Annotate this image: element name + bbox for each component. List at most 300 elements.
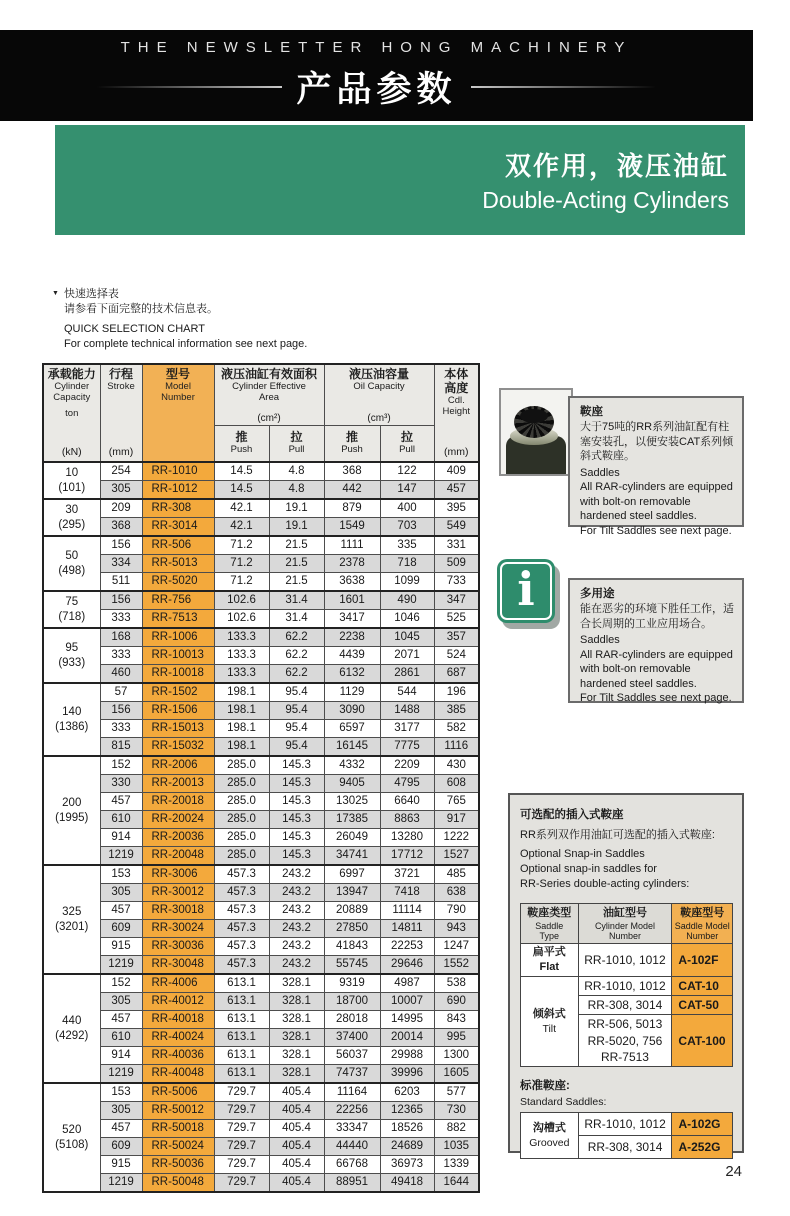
push-oil-cell: 1549 <box>324 518 380 537</box>
standard-table-body <box>521 1112 733 1158</box>
height-cell: 730 <box>434 1102 479 1120</box>
model-cell: RR-1010 <box>142 462 214 481</box>
capacity-cell: 440 (4292) <box>43 974 100 1083</box>
push-oil-cell: 1601 <box>324 591 380 610</box>
stroke-cell: 815 <box>100 738 142 757</box>
page-number: 24 <box>725 1163 742 1180</box>
spec-row <box>43 665 479 684</box>
push-area-cell: 133.3 <box>214 665 269 684</box>
push-oil-cell: 6132 <box>324 665 380 684</box>
pull-area-cell: 243.2 <box>269 902 324 920</box>
push-oil-cell: 11164 <box>324 1083 380 1102</box>
push-area-cell: 457.3 <box>214 956 269 975</box>
push-area-cell: 71.2 <box>214 536 269 555</box>
push-area-cell: 457.3 <box>214 920 269 938</box>
cylinder-model-cell: RR-308, 3014 <box>578 996 672 1015</box>
pull-oil-cell: 11114 <box>380 902 434 920</box>
subheader-oil-push: 推 Push <box>324 426 380 463</box>
pull-oil-cell: 36973 <box>380 1156 434 1174</box>
push-oil-cell: 3638 <box>324 573 380 592</box>
pull-oil-cell: 4795 <box>380 775 434 793</box>
stroke-cell: 305 <box>100 1102 142 1120</box>
pull-area-cell: 405.4 <box>269 1120 324 1138</box>
subheader-oil-pull: 拉 Pull <box>380 426 434 463</box>
stroke-cell: 305 <box>100 884 142 902</box>
stroke-cell: 1219 <box>100 956 142 975</box>
pull-oil-cell: 22253 <box>380 938 434 956</box>
pull-oil-cell: 39996 <box>380 1065 434 1084</box>
push-oil-cell: 37400 <box>324 1029 380 1047</box>
push-area-cell: 729.7 <box>214 1156 269 1174</box>
pull-area-cell: 328.1 <box>269 974 324 993</box>
stroke-cell: 457 <box>100 1120 142 1138</box>
stroke-cell: 333 <box>100 720 142 738</box>
stroke-cell: 156 <box>100 702 142 720</box>
height-cell: 765 <box>434 793 479 811</box>
push-oil-cell: 41843 <box>324 938 380 956</box>
stroke-cell: 333 <box>100 610 142 629</box>
spec-row <box>43 829 479 847</box>
stroke-cell: 610 <box>100 811 142 829</box>
pull-area-cell: 95.4 <box>269 738 324 757</box>
cylinder-model-cell: RR-1010, 1012 <box>578 944 672 977</box>
height-cell: 1644 <box>434 1174 479 1193</box>
push-oil-cell: 88951 <box>324 1174 380 1193</box>
pull-area-cell: 145.3 <box>269 829 324 847</box>
model-cell: RR-20036 <box>142 829 214 847</box>
push-area-cell: 729.7 <box>214 1120 269 1138</box>
pull-oil-cell: 2071 <box>380 647 434 665</box>
pull-oil-cell: 4987 <box>380 974 434 993</box>
capacity-cell: 325 (3201) <box>43 865 100 974</box>
model-cell: RR-20048 <box>142 847 214 866</box>
model-cell: RR-50036 <box>142 1156 214 1174</box>
height-cell: 1116 <box>434 738 479 757</box>
stroke-cell: 334 <box>100 555 142 573</box>
push-area-cell: 613.1 <box>214 1065 269 1084</box>
intro-title-en: QUICK SELECTION CHART <box>64 322 205 335</box>
height-cell: 687 <box>434 665 479 684</box>
push-oil-cell: 13025 <box>324 793 380 811</box>
spec-row <box>43 518 479 537</box>
height-cell: 430 <box>434 756 479 775</box>
pull-oil-cell: 1488 <box>380 702 434 720</box>
push-area-cell: 285.0 <box>214 811 269 829</box>
standard-saddles-table <box>520 1112 733 1159</box>
pull-oil-cell: 13280 <box>380 829 434 847</box>
model-cell: RR-40036 <box>142 1047 214 1065</box>
push-area-cell: 729.7 <box>214 1138 269 1156</box>
saddle-model-cell: A-252G <box>672 1135 733 1158</box>
snapin-header-type: 鞍座类型 Saddle Type <box>521 903 579 944</box>
push-area-cell: 285.0 <box>214 829 269 847</box>
col-header-model: 型号 Model Number <box>142 364 214 462</box>
intro-title-zh: 快速选择表 <box>63 288 119 300</box>
stroke-cell: 460 <box>100 665 142 684</box>
stroke-cell: 156 <box>100 536 142 555</box>
pull-oil-cell: 3721 <box>380 865 434 884</box>
pull-area-cell: 95.4 <box>269 702 324 720</box>
spec-row <box>43 775 479 793</box>
push-area-cell: 198.1 <box>214 683 269 702</box>
height-cell: 385 <box>434 702 479 720</box>
saddles-body-en: All RAR-cylinders are equipped with bolt-on removable hardened steel saddles. <box>580 481 733 523</box>
push-area-cell: 285.0 <box>214 847 269 866</box>
versatility-body-en: All RAR-cylinders are equipped with bolt-on removable hardened steel saddles. <box>580 648 733 690</box>
push-oil-cell: 20889 <box>324 902 380 920</box>
push-area-cell: 42.1 <box>214 499 269 518</box>
push-oil-cell: 55745 <box>324 956 380 975</box>
spec-row <box>43 1102 479 1120</box>
saddle-photo <box>499 388 573 476</box>
height-cell: 524 <box>434 647 479 665</box>
info-icon <box>497 559 555 623</box>
cylinder-model-cell: RR-1010, 1012 <box>578 977 672 996</box>
spec-row <box>43 647 479 665</box>
height-cell: 525 <box>434 610 479 629</box>
pull-area-cell: 405.4 <box>269 1138 324 1156</box>
pull-area-cell: 21.5 <box>269 573 324 592</box>
saddle-type-cell: 沟槽式 Grooved <box>521 1112 579 1158</box>
spec-row <box>43 811 479 829</box>
versatility-title-en: Saddles <box>580 634 620 647</box>
model-cell: RR-50024 <box>142 1138 214 1156</box>
spec-row <box>43 499 479 518</box>
push-area-cell: 198.1 <box>214 702 269 720</box>
stroke-cell: 915 <box>100 1156 142 1174</box>
stroke-cell: 152 <box>100 974 142 993</box>
height-cell: 196 <box>434 683 479 702</box>
stroke-cell: 609 <box>100 920 142 938</box>
push-oil-cell: 22256 <box>324 1102 380 1120</box>
pull-area-cell: 95.4 <box>269 720 324 738</box>
model-cell: RR-308 <box>142 499 214 518</box>
spec-row <box>43 974 479 993</box>
saddle-type-cell: 扁平式 Flat <box>521 944 579 977</box>
stroke-cell: 168 <box>100 628 142 647</box>
spec-row <box>43 902 479 920</box>
push-oil-cell: 368 <box>324 462 380 481</box>
pull-oil-cell: 147 <box>380 481 434 500</box>
pull-oil-cell: 400 <box>380 499 434 518</box>
cylinder-model-cell: RR-308, 3014 <box>578 1135 672 1158</box>
pull-oil-cell: 29646 <box>380 956 434 975</box>
height-cell: 995 <box>434 1029 479 1047</box>
col-header-capacity: 承载能力 Cylinder Capacity ton (kN) <box>43 364 100 462</box>
divider-line-left <box>97 86 282 88</box>
pull-oil-cell: 703 <box>380 518 434 537</box>
height-cell: 943 <box>434 920 479 938</box>
push-oil-cell: 34741 <box>324 847 380 866</box>
pull-area-cell: 243.2 <box>269 865 324 884</box>
stroke-cell: 914 <box>100 1047 142 1065</box>
push-area-cell: 14.5 <box>214 462 269 481</box>
pull-oil-cell: 1099 <box>380 573 434 592</box>
snapin-table <box>520 903 733 1067</box>
stroke-cell: 153 <box>100 1083 142 1102</box>
model-cell: RR-30024 <box>142 920 214 938</box>
masthead-title-row <box>97 62 655 112</box>
pull-oil-cell: 8863 <box>380 811 434 829</box>
height-cell: 790 <box>434 902 479 920</box>
pull-area-cell: 21.5 <box>269 536 324 555</box>
pull-area-cell: 21.5 <box>269 555 324 573</box>
stroke-cell: 368 <box>100 518 142 537</box>
push-oil-cell: 16145 <box>324 738 380 757</box>
spec-row <box>43 956 479 975</box>
capacity-cell: 520 (5108) <box>43 1083 100 1192</box>
push-oil-cell: 6997 <box>324 865 380 884</box>
stroke-cell: 330 <box>100 775 142 793</box>
triangle-bullet-icon: ▼ <box>52 290 59 297</box>
col-header-oil-capacity: 液压油容量 Oil Capacity (cm³) <box>324 364 434 426</box>
push-oil-cell: 6597 <box>324 720 380 738</box>
stroke-cell: 254 <box>100 462 142 481</box>
height-cell: 395 <box>434 499 479 518</box>
push-area-cell: 198.1 <box>214 720 269 738</box>
height-cell: 1527 <box>434 847 479 866</box>
pull-oil-cell: 122 <box>380 462 434 481</box>
push-area-cell: 613.1 <box>214 974 269 993</box>
model-cell: RR-7513 <box>142 610 214 629</box>
push-area-cell: 613.1 <box>214 993 269 1011</box>
pull-oil-cell: 7418 <box>380 884 434 902</box>
stroke-cell: 152 <box>100 756 142 775</box>
stroke-cell: 457 <box>100 1011 142 1029</box>
spec-row <box>43 938 479 956</box>
saddles-body-zh: 大于75吨的RR系列油缸配有柱塞安装孔，以便安装CAT系列倾斜式鞍座。 <box>580 421 734 463</box>
stroke-cell: 209 <box>100 499 142 518</box>
snapin-row <box>521 977 733 996</box>
capacity-cell: 10 (101) <box>43 462 100 499</box>
pull-area-cell: 19.1 <box>269 518 324 537</box>
spec-row <box>43 738 479 757</box>
subheader-area-pull: 拉 Pull <box>269 426 324 463</box>
push-area-cell: 42.1 <box>214 518 269 537</box>
pull-oil-cell: 335 <box>380 536 434 555</box>
pull-oil-cell: 1046 <box>380 610 434 629</box>
stroke-cell: 915 <box>100 938 142 956</box>
info-icon-glyph: i <box>517 561 535 616</box>
stroke-cell: 610 <box>100 1029 142 1047</box>
height-cell: 549 <box>434 518 479 537</box>
saddle-cap-top-shape <box>520 409 548 423</box>
model-cell: RR-20018 <box>142 793 214 811</box>
spec-row <box>43 555 479 573</box>
col-header-height: 本体 高度 Cdl. Height (mm) <box>434 364 479 462</box>
spec-row <box>43 1047 479 1065</box>
versatility-info-box <box>568 578 744 703</box>
pull-oil-cell: 718 <box>380 555 434 573</box>
saddles-info-box <box>568 396 744 537</box>
push-area-cell: 457.3 <box>214 884 269 902</box>
height-cell: 509 <box>434 555 479 573</box>
pull-oil-cell: 6640 <box>380 793 434 811</box>
spec-row <box>43 628 479 647</box>
masthead <box>0 30 753 121</box>
push-oil-cell: 27850 <box>324 920 380 938</box>
push-oil-cell: 17385 <box>324 811 380 829</box>
spec-row <box>43 993 479 1011</box>
push-oil-cell: 56037 <box>324 1047 380 1065</box>
capacity-cell: 200 (1995) <box>43 756 100 865</box>
push-area-cell: 71.2 <box>214 555 269 573</box>
model-cell: RR-5006 <box>142 1083 214 1102</box>
push-area-cell: 457.3 <box>214 938 269 956</box>
pull-area-cell: 328.1 <box>269 993 324 1011</box>
spec-row <box>43 720 479 738</box>
height-cell: 733 <box>434 573 479 592</box>
saddles-title-en: Saddles <box>580 466 620 479</box>
col-header-effective-area: 液压油缸有效面积 Cylinder Effective Area (cm²) <box>214 364 324 426</box>
pull-oil-cell: 1045 <box>380 628 434 647</box>
height-cell: 1552 <box>434 956 479 975</box>
spec-row <box>43 1083 479 1102</box>
snapin-subtitle-zh: RR系列双作用油缸可选配的插入式鞍座: <box>520 828 715 841</box>
stroke-cell: 333 <box>100 647 142 665</box>
push-area-cell: 198.1 <box>214 738 269 757</box>
pull-area-cell: 145.3 <box>269 756 324 775</box>
snapin-title-en: Optional Snap-in Saddles <box>520 848 645 861</box>
model-cell: RR-40048 <box>142 1065 214 1084</box>
push-area-cell: 285.0 <box>214 756 269 775</box>
intro-block <box>52 287 307 351</box>
pull-area-cell: 62.2 <box>269 665 324 684</box>
push-oil-cell: 26049 <box>324 829 380 847</box>
spec-row <box>43 1065 479 1084</box>
push-oil-cell: 33347 <box>324 1120 380 1138</box>
model-cell: RR-30036 <box>142 938 214 956</box>
height-cell: 1605 <box>434 1065 479 1084</box>
pull-area-cell: 405.4 <box>269 1174 324 1193</box>
spec-row <box>43 573 479 592</box>
capacity-cell: 30 (295) <box>43 499 100 536</box>
push-area-cell: 613.1 <box>214 1011 269 1029</box>
push-oil-cell: 18700 <box>324 993 380 1011</box>
spec-row <box>43 1011 479 1029</box>
push-oil-cell: 9319 <box>324 974 380 993</box>
push-oil-cell: 4439 <box>324 647 380 665</box>
pull-oil-cell: 2861 <box>380 665 434 684</box>
spec-row <box>43 591 479 610</box>
pull-area-cell: 62.2 <box>269 647 324 665</box>
model-cell: RR-50012 <box>142 1102 214 1120</box>
push-oil-cell: 13947 <box>324 884 380 902</box>
model-cell: RR-10013 <box>142 647 214 665</box>
push-oil-cell: 66768 <box>324 1156 380 1174</box>
pull-oil-cell: 490 <box>380 591 434 610</box>
model-cell: RR-10018 <box>142 665 214 684</box>
spec-row <box>43 1029 479 1047</box>
push-area-cell: 102.6 <box>214 591 269 610</box>
spec-row <box>43 1174 479 1193</box>
standard-title-zh: 标准鞍座: <box>520 1080 570 1093</box>
spec-row <box>43 536 479 555</box>
pull-area-cell: 31.4 <box>269 591 324 610</box>
stroke-cell: 1219 <box>100 1065 142 1084</box>
push-area-cell: 729.7 <box>214 1083 269 1102</box>
height-cell: 457 <box>434 481 479 500</box>
standard-title-en: Standard Saddles: <box>520 1095 607 1108</box>
pull-area-cell: 243.2 <box>269 920 324 938</box>
snapin-table-body <box>521 944 733 1067</box>
pull-oil-cell: 544 <box>380 683 434 702</box>
push-area-cell: 457.3 <box>214 902 269 920</box>
push-oil-cell: 1129 <box>324 683 380 702</box>
pull-oil-cell: 20014 <box>380 1029 434 1047</box>
snapin-subtitle-en2: RR-Series double-acting cylinders: <box>520 878 690 891</box>
pull-area-cell: 4.8 <box>269 462 324 481</box>
capacity-cell: 75 (718) <box>43 591 100 628</box>
snapin-row <box>521 944 733 977</box>
push-area-cell: 457.3 <box>214 865 269 884</box>
section-banner <box>55 125 745 235</box>
banner-title-zh: 双作用，液压油缸 <box>504 151 729 181</box>
spec-row <box>43 756 479 775</box>
height-cell: 882 <box>434 1120 479 1138</box>
pull-oil-cell: 12365 <box>380 1102 434 1120</box>
push-oil-cell: 74737 <box>324 1065 380 1084</box>
versatility-body-zh: 能在恶劣的环境下胜任工作，适合长周期的工业应用场合。 <box>580 603 734 630</box>
model-cell: RR-40018 <box>142 1011 214 1029</box>
pull-area-cell: 145.3 <box>269 793 324 811</box>
pull-oil-cell: 14811 <box>380 920 434 938</box>
pull-area-cell: 145.3 <box>269 811 324 829</box>
height-cell: 331 <box>434 536 479 555</box>
push-area-cell: 133.3 <box>214 628 269 647</box>
model-cell: RR-1506 <box>142 702 214 720</box>
stroke-cell: 457 <box>100 902 142 920</box>
stroke-cell: 1219 <box>100 1174 142 1193</box>
spec-table-wrap <box>42 363 480 1193</box>
spec-row <box>43 462 479 481</box>
versatility-title-zh: 多用途 <box>580 588 615 600</box>
model-cell: RR-30048 <box>142 956 214 975</box>
snapin-saddles-box <box>508 793 744 1153</box>
pull-oil-cell: 18526 <box>380 1120 434 1138</box>
pull-oil-cell: 24689 <box>380 1138 434 1156</box>
height-cell: 843 <box>434 1011 479 1029</box>
push-area-cell: 729.7 <box>214 1102 269 1120</box>
spec-table-body <box>43 462 479 1192</box>
model-cell: RR-20013 <box>142 775 214 793</box>
model-cell: RR-15032 <box>142 738 214 757</box>
model-cell: RR-506 <box>142 536 214 555</box>
capacity-cell: 50 (498) <box>43 536 100 591</box>
height-cell: 409 <box>434 462 479 481</box>
height-cell: 1035 <box>434 1138 479 1156</box>
model-cell: RR-20024 <box>142 811 214 829</box>
snapin-title-zh: 可选配的插入式鞍座 <box>520 809 624 821</box>
push-area-cell: 133.3 <box>214 647 269 665</box>
pull-area-cell: 243.2 <box>269 956 324 975</box>
model-cell: RR-2006 <box>142 756 214 775</box>
model-cell: RR-30012 <box>142 884 214 902</box>
height-cell: 608 <box>434 775 479 793</box>
model-cell: RR-15013 <box>142 720 214 738</box>
stroke-cell: 305 <box>100 993 142 1011</box>
saddles-title-zh: 鞍座 <box>580 406 603 418</box>
saddle-type-cell: 倾斜式 Tilt <box>521 977 579 1067</box>
model-cell: RR-5020 <box>142 573 214 592</box>
push-oil-cell: 879 <box>324 499 380 518</box>
height-cell: 1247 <box>434 938 479 956</box>
page-title: 产品参数 <box>296 70 457 109</box>
pull-oil-cell: 10007 <box>380 993 434 1011</box>
height-cell: 638 <box>434 884 479 902</box>
pull-area-cell: 405.4 <box>269 1102 324 1120</box>
stroke-cell: 914 <box>100 829 142 847</box>
